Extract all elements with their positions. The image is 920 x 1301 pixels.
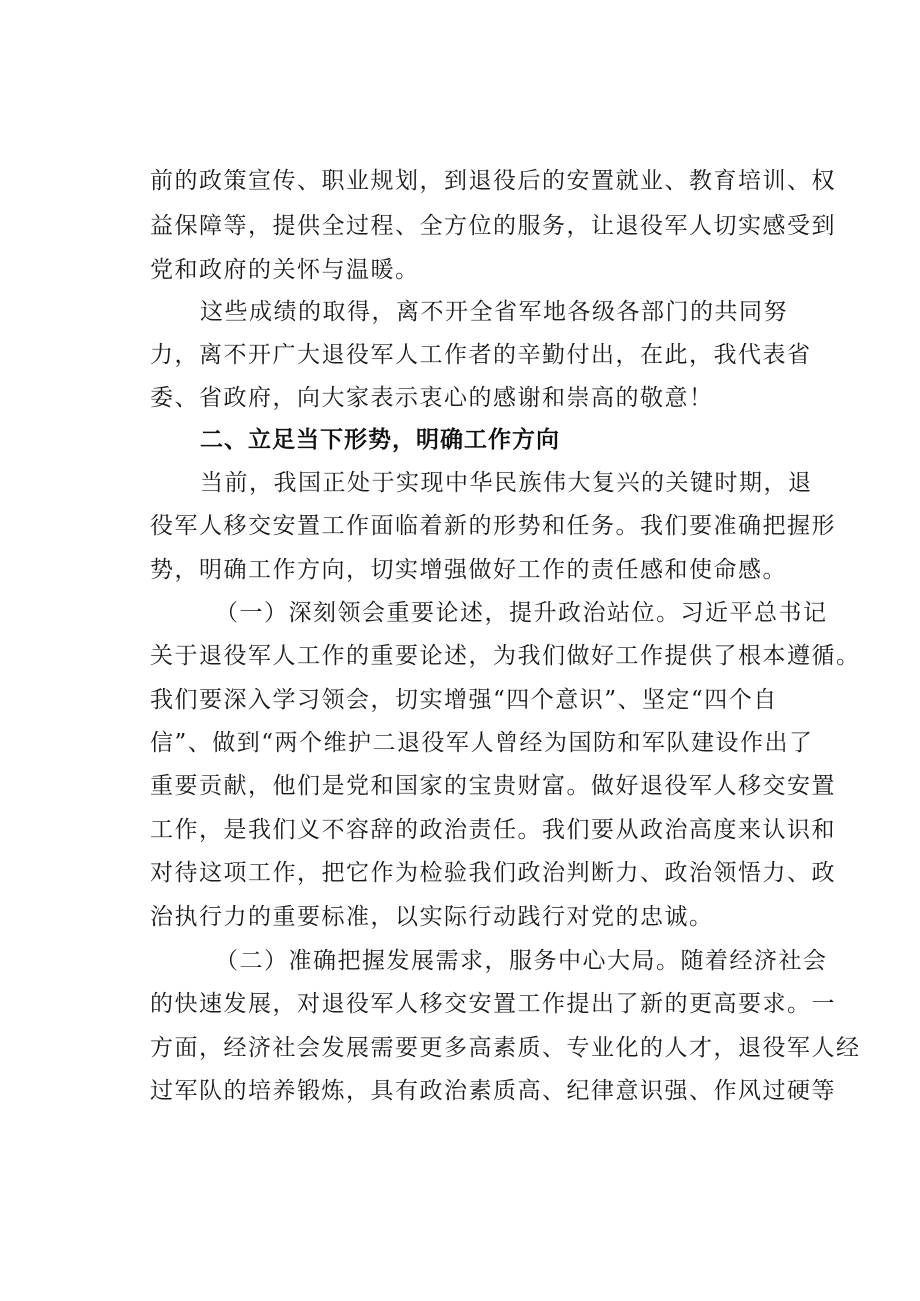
text-line: 重要贡献，他们是党和国家的宝贵财富。做好退役军人移交安置 [150, 773, 836, 799]
text-line: 工作，是我们义不容辞的政治责任。我们要从政治高度来认识和 [150, 817, 836, 843]
text-line: （二）准确把握发展需求，服务中心大局。随着经济社会 [215, 948, 828, 974]
text-line: 方面，经济社会发展需要更多高素质、专业化的人才，退役军人经 [150, 1035, 861, 1061]
text-line: 前的政策宣传、职业规划，到退役后的安置就业、教育培训、权 [150, 168, 836, 194]
text-line: 这些成绩的取得，离不开全省军地各级各部门的共同努 [200, 299, 788, 325]
text-line: 我们要深入学习领会，切实增强“四个意识”、坚定“四个自 [150, 687, 778, 713]
text-line: 势，明确工作方向，切实增强做好工作的责任感和使命感。 [150, 557, 787, 583]
text-line: 力，离不开广大退役军人工作者的辛勤付出，在此，我代表省 [150, 342, 812, 368]
text-line: 治执行力的重要标准，以实际行动践行对党的忠诚。 [150, 904, 714, 930]
text-line: 对待这项工作，把它作为检验我们政治判断力、政治领悟力、政 [150, 860, 836, 886]
text-line: （一）深刻领会重要论述，提升政治站位。习近平总书记 [215, 600, 828, 626]
text-line: 关于退役军人工作的重要论述，为我们做好工作提供了根本遵循。 [150, 643, 861, 669]
text-line: 信”、做到“两个维护二退役军人曾经为国防和军队建设作出了 [150, 730, 814, 756]
text-line: 的快速发展，对退役军人移交安置工作提出了新的更高要求。一 [150, 991, 836, 1017]
text-line: 当前，我国正处于实现中华民族伟大复兴的关键时期，退 [200, 470, 813, 496]
text-line: 役军人移交安置工作面临着新的形势和任务。我们要准确把握形 [150, 513, 836, 539]
section-heading: 二、立足当下形势，明确工作方向 [200, 427, 560, 453]
text-line: 益保障等，提供全过程、全方位的服务，让退役军人切实感受到 [150, 213, 836, 239]
text-line: 党和政府的关怀与温暖。 [150, 257, 420, 283]
text-line: 委、省政府，向大家表示衷心的感谢和崇高的敬意！ [150, 385, 714, 411]
text-line: 过军队的培养锻炼，具有政治素质高、纪律意识强、作风过硬等 [150, 1078, 836, 1104]
